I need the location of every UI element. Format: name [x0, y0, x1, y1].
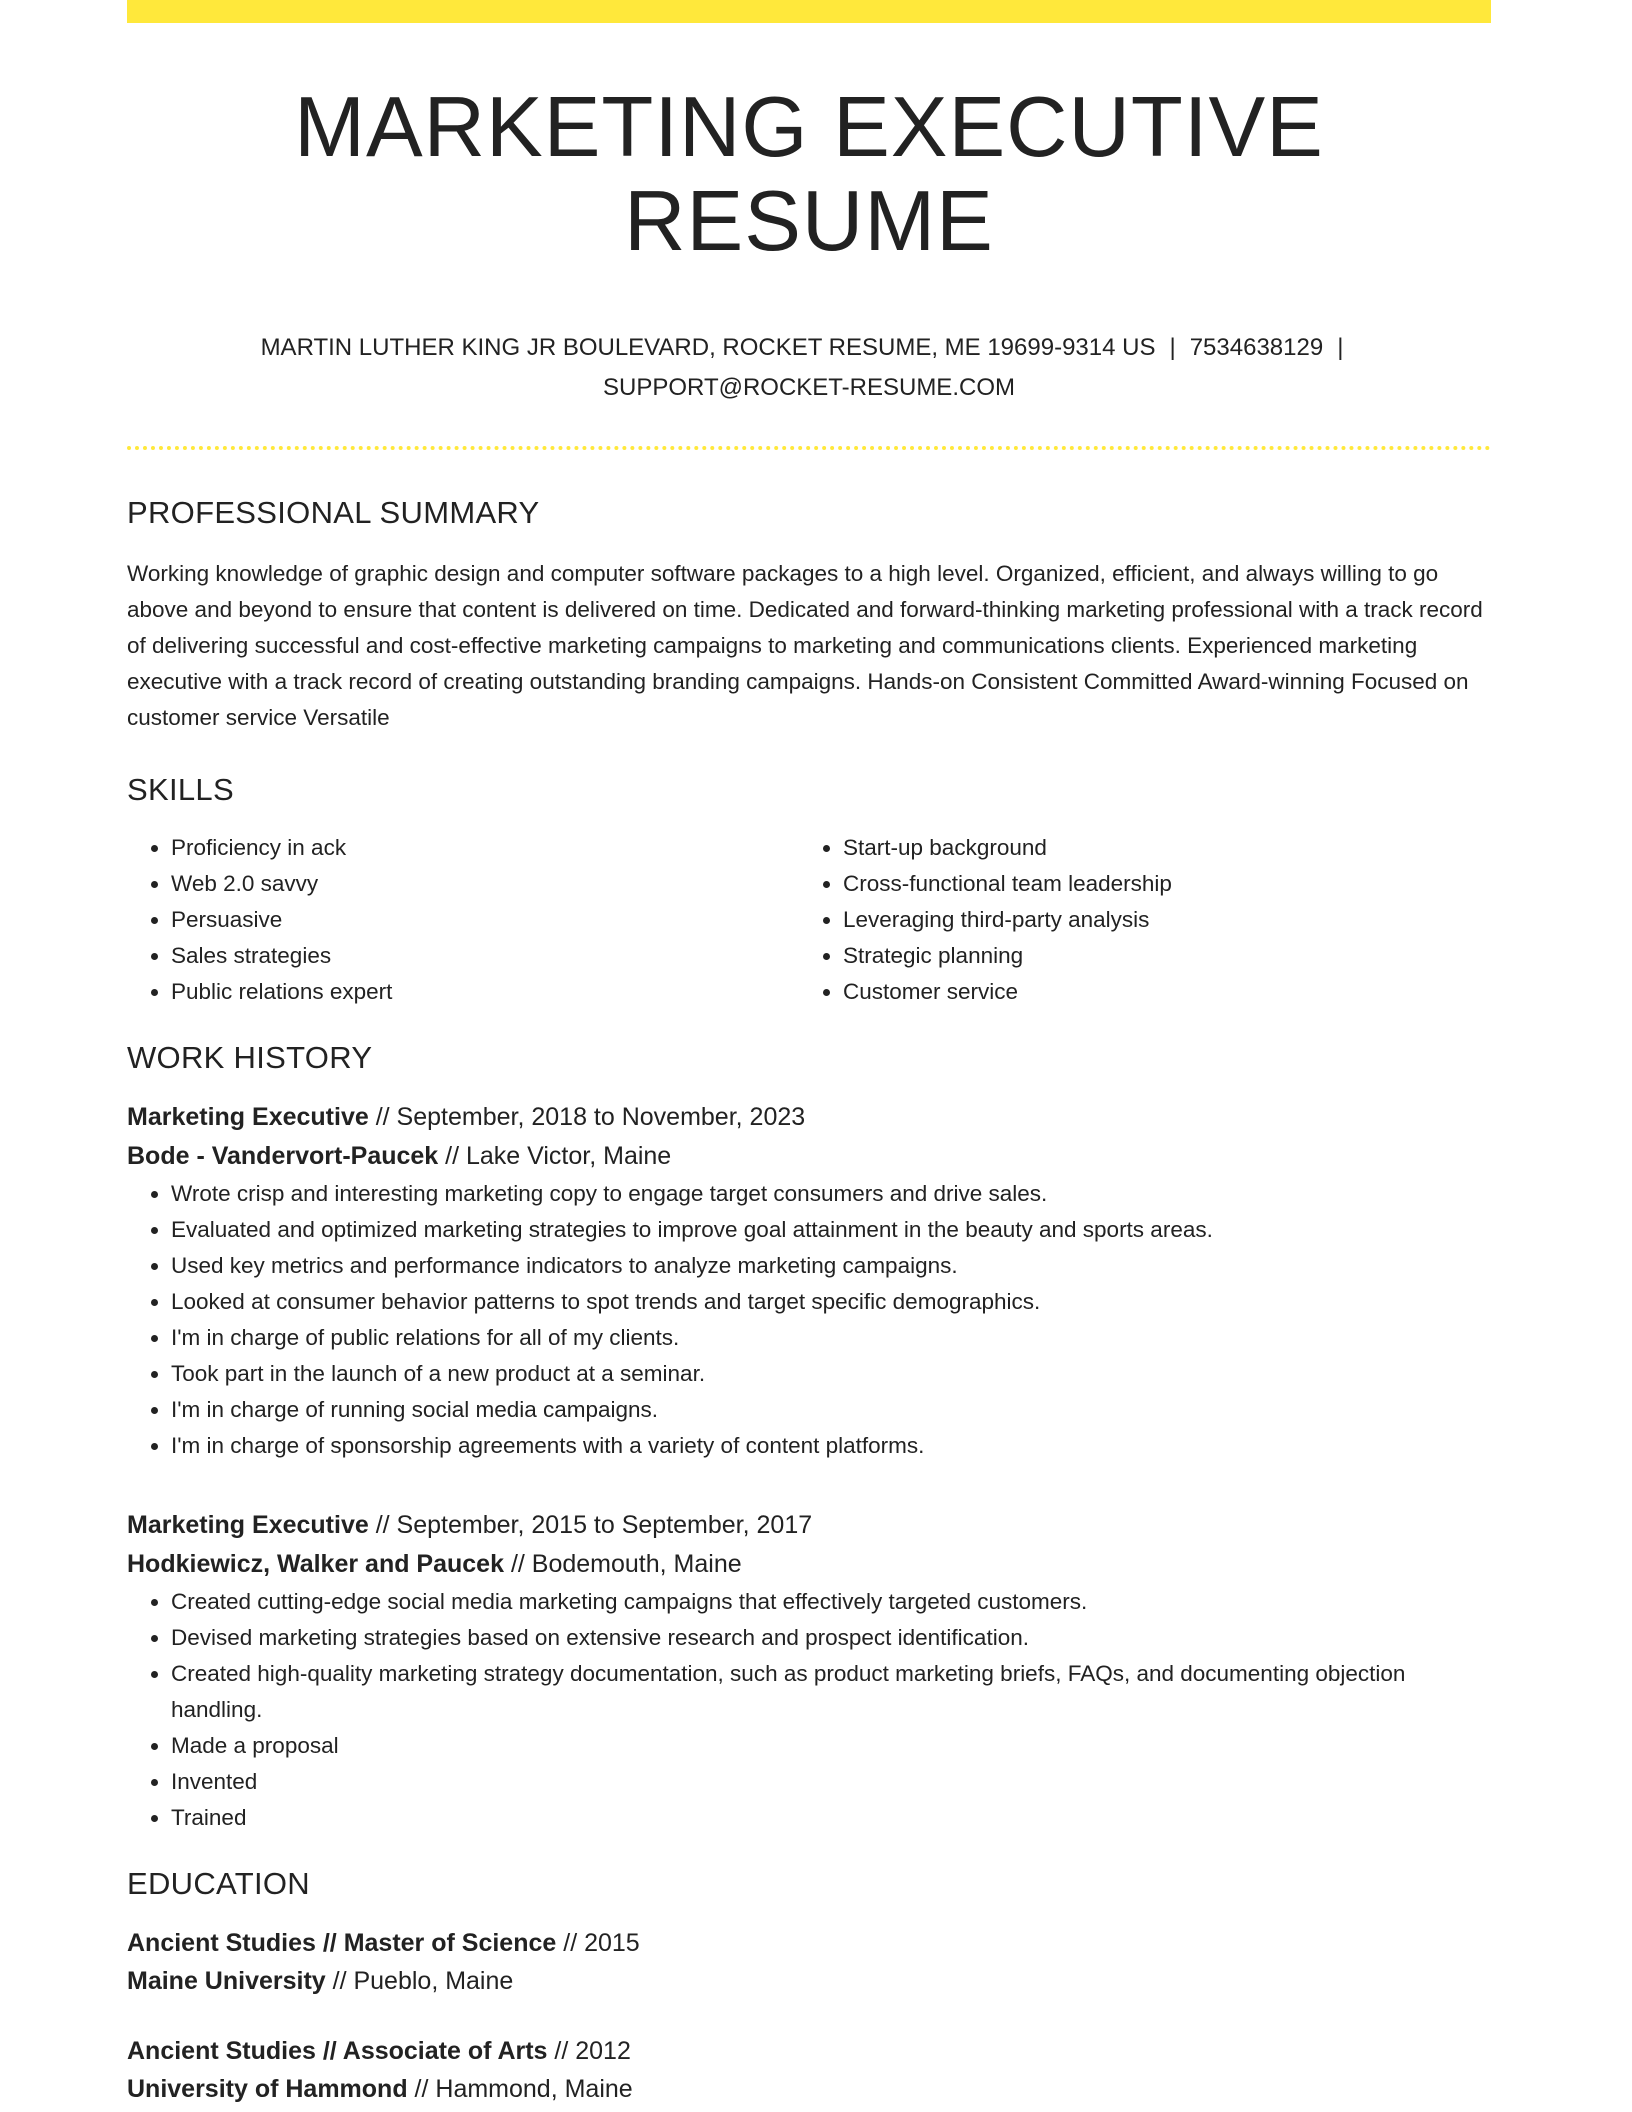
- skill-item: • Web 2.0 savvy: [171, 866, 799, 902]
- skill-item: • Persuasive: [171, 902, 799, 938]
- skill-item: • Sales strategies: [171, 938, 799, 974]
- job-bullet: • Evaluated and optimized marketing strategies to improve goal attainment in the beauty and sports areas.: [171, 1212, 1491, 1248]
- job-location: // Lake Victor, Maine: [438, 1142, 672, 1170]
- skill-item: • Public relations expert: [171, 974, 799, 1010]
- job-bullet: • I'm in charge of sponsorship agreements with a variety of content platforms.: [171, 1428, 1491, 1464]
- job-bullet-list: [127, 1176, 1491, 1464]
- education-degree: Ancient Studies // Master of Science: [127, 1929, 557, 1957]
- education-year: // 2015: [556, 1929, 640, 1957]
- address-text: MARTIN LUTHER KING JR BOULEVARD, ROCKET RESUME, ME 19699-9314 US: [260, 334, 1156, 361]
- job-bullet: • Took part in the launch of a new product at a seminar.: [171, 1356, 1491, 1392]
- job-bullet: • Made a proposal: [171, 1728, 1491, 1764]
- contact-separator: |: [1337, 334, 1344, 361]
- education-school: Maine University: [127, 1967, 326, 1995]
- education-location: // Hammond, Maine: [407, 2075, 633, 2103]
- job-bullet: • Created high-quality marketing strategy documentation, such as product marketing briefs, FAQs, and documenting objection handling.: [171, 1656, 1491, 1728]
- job-bullet: • Looked at consumer behavior patterns to spot trends and target specific demographics.: [171, 1284, 1491, 1320]
- job-entry: [127, 1506, 1491, 1836]
- skills-heading: SKILLS: [127, 772, 234, 807]
- job-bullet: • Created cutting-edge social media marketing campaigns that effectively targeted customers.: [171, 1584, 1491, 1620]
- education-location: // Pueblo, Maine: [325, 1967, 514, 1995]
- phone-text: 7534638129: [1189, 334, 1324, 361]
- skills-list-right: [799, 830, 1471, 1010]
- job-location: // Bodemouth, Maine: [504, 1550, 742, 1578]
- education-degree: Ancient Studies // Associate of Arts: [127, 2037, 548, 2065]
- job-bullet: • I'm in charge of public relations for all of my clients.: [171, 1320, 1491, 1356]
- job-bullet-list: [127, 1584, 1491, 1836]
- job-bullet: • Trained: [171, 1800, 1491, 1836]
- work-history-heading: WORK HISTORY: [127, 1040, 373, 1075]
- skill-item: • Cross-functional team leadership: [843, 866, 1471, 902]
- job-header: [127, 1506, 1491, 1584]
- job-bullet: • Devised marketing strategies based on extensive research and prospect identification.: [171, 1620, 1491, 1656]
- contact-separator: |: [1169, 334, 1176, 361]
- summary-paragraph: Working knowledge of graphic design and computer software packages to a high level. Organized, efficient, and always willing to go above and beyond to ensure that content is delivered on time. Dedicated and forward-thinking marketing professional with a track record of delivering successful and cost-effective marketing campaigns to marketing and communications clients. Experienced marketing executive with a track record of creating outstanding branding campaigns. Hands-on Consistent Committed Award-winning Focused on customer service Versatile: [127, 561, 1483, 730]
- skills-list-left: [127, 830, 799, 1010]
- job-bullet: • Used key metrics and performance indicators to analyze marketing campaigns.: [171, 1248, 1491, 1284]
- skills-grid: [127, 830, 1491, 1010]
- education-school: University of Hammond: [127, 2075, 408, 2103]
- job-dates: // September, 2018 to November, 2023: [368, 1103, 806, 1131]
- skill-item: • Customer service: [843, 974, 1471, 1010]
- resume-title: MARKETING EXECUTIVE RESUME: [294, 80, 1324, 269]
- job-role: Marketing Executive: [127, 1103, 369, 1131]
- job-company: Hodkiewicz, Walker and Paucek: [127, 1550, 504, 1578]
- job-bullet: • Invented: [171, 1764, 1491, 1800]
- job-role: Marketing Executive: [127, 1511, 369, 1539]
- job-company: Bode - Vandervort-Paucek: [127, 1142, 439, 1170]
- resume-page: [127, 0, 1491, 2108]
- education-entry: [127, 2032, 1491, 2108]
- skill-item: • Strategic planning: [843, 938, 1471, 974]
- skill-item: • Leveraging third-party analysis: [843, 902, 1471, 938]
- education-entry: [127, 1924, 1491, 2000]
- skill-item: • Proficiency in ack: [171, 830, 799, 866]
- accent-top-bar: [127, 0, 1491, 23]
- job-entry: [127, 1098, 1491, 1464]
- job-bullet: • Wrote crisp and interesting marketing copy to engage target consumers and drive sales.: [171, 1176, 1491, 1212]
- contact-info: [209, 328, 1409, 408]
- job-header: [127, 1098, 1491, 1176]
- dotted-divider: [127, 446, 1491, 450]
- summary-heading: PROFESSIONAL SUMMARY: [127, 495, 540, 530]
- skill-item: • Start-up background: [843, 830, 1471, 866]
- job-dates: // September, 2015 to September, 2017: [368, 1511, 813, 1539]
- education-year: // 2012: [547, 2037, 631, 2065]
- job-bullet: • I'm in charge of running social media campaigns.: [171, 1392, 1491, 1428]
- email-text: SUPPORT@ROCKET-RESUME.COM: [603, 374, 1015, 401]
- education-heading: EDUCATION: [127, 1866, 310, 1901]
